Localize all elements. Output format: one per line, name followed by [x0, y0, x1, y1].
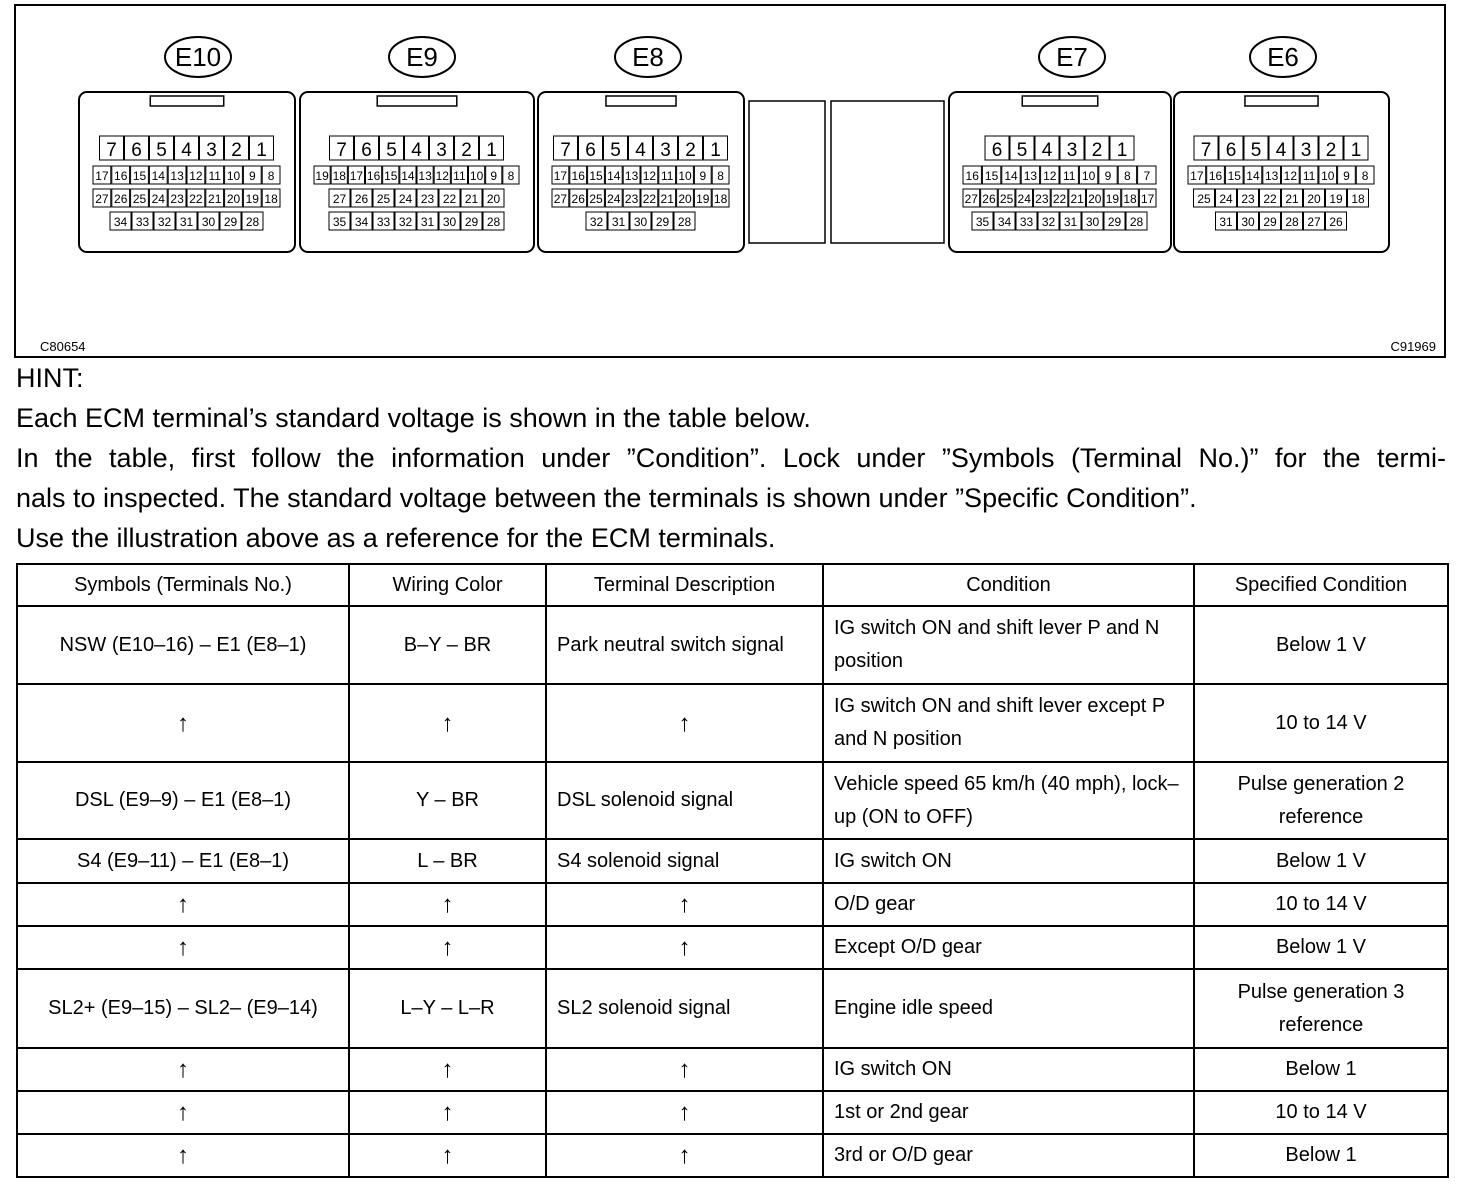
terminal-number: 1 [486, 140, 497, 161]
terminal-number: 8 [1361, 169, 1369, 183]
terminal-number: 2 [461, 140, 472, 161]
terminal-number: 16 [965, 169, 979, 183]
cell-specified: 10 to 14 V [1194, 1091, 1448, 1134]
terminal-number: 20 [678, 192, 692, 206]
terminal-number: 7 [1143, 169, 1151, 183]
terminal-number: 10 [469, 169, 484, 183]
cell-condition: Engine idle speed [823, 969, 1194, 1048]
cell-wiring: ↑ [349, 1134, 546, 1177]
cell-description: ↑ [546, 926, 823, 969]
terminal-number: 27 [553, 192, 568, 206]
terminal-number: 21 [660, 192, 674, 206]
cell-condition: 3rd or O/D gear [823, 1134, 1194, 1177]
terminal-number: 7 [106, 140, 117, 161]
terminal-number: 34 [113, 215, 128, 229]
terminal-number: 8 [267, 169, 275, 183]
table-row [17, 1134, 1448, 1177]
cell-condition: IG switch ON [823, 839, 1194, 883]
terminal-number: 29 [223, 215, 238, 229]
terminal-number: 28 [1129, 215, 1144, 229]
terminal-number: 6 [585, 140, 596, 161]
terminal-number: 21 [464, 192, 479, 206]
cell-wiring: ↑ [349, 926, 546, 969]
terminal-number: 13 [624, 169, 639, 183]
terminal-number: 32 [589, 215, 604, 229]
terminal-number: 17 [553, 169, 568, 183]
cell-condition: IG switch ON [823, 1048, 1194, 1091]
cell-condition: O/D gear [823, 883, 1194, 926]
table-row [17, 684, 1448, 762]
terminal-number: 19 [1329, 192, 1343, 206]
cell-description: ↑ [546, 684, 823, 762]
terminal-number: 3 [206, 140, 217, 161]
terminal-number: 25 [589, 192, 603, 206]
cell-description: ↑ [546, 1048, 823, 1091]
terminal-number: 8 [717, 169, 724, 183]
terminal-number: 29 [1263, 215, 1277, 229]
terminal-number: 16 [571, 169, 585, 183]
terminal-number: 6 [361, 140, 372, 161]
terminal-number: 20 [1088, 192, 1102, 206]
terminal-number: 23 [1241, 192, 1255, 206]
terminal-number: 4 [1041, 140, 1053, 161]
cell-symbols: ↑ [17, 883, 349, 926]
hint-line-1: Each ECM terminal’s standard voltage is shown in the table below. [16, 403, 811, 433]
cell-symbols: SL2+ (E9–15) – SL2– (E9–14) [17, 969, 349, 1048]
terminal-number: 26 [114, 192, 128, 206]
hint-line-2: In the table, first follow the information under ”Condition”. Lock under ”Symbols (Terminal No.)” for the termi- [16, 443, 1446, 473]
header-terminal-description: Terminal Description [546, 564, 823, 606]
terminal-number: 14 [1246, 169, 1260, 183]
terminal-number: 31 [1219, 215, 1233, 229]
terminal-number: 27 [964, 192, 978, 206]
terminal-number: 32 [398, 215, 413, 229]
terminal-number: 21 [1285, 192, 1299, 206]
blank-cavity [749, 101, 825, 243]
terminal-number: 27 [332, 192, 347, 206]
terminal-number: 25 [999, 192, 1014, 206]
blank-cavity [831, 101, 944, 243]
terminal-number: 15 [984, 169, 999, 183]
cell-symbols: ↑ [17, 1048, 349, 1091]
terminal-number: 12 [1043, 169, 1057, 183]
connector-label-e6: E6 [1267, 42, 1299, 72]
table-row [17, 969, 1448, 1048]
terminal-number: 32 [157, 215, 172, 229]
connector-latch [1245, 96, 1318, 106]
terminal-number: 33 [135, 215, 150, 229]
terminal-number: 28 [677, 215, 692, 229]
terminal-number: 15 [132, 169, 147, 183]
cell-condition: IG switch ON and shift lever P and N position [823, 606, 1194, 684]
terminal-number: 26 [1329, 215, 1343, 229]
connector-latch [606, 96, 676, 106]
terminal-number: 6 [131, 140, 142, 161]
connector-illustration [16, 6, 1448, 360]
terminal-number: 3 [1300, 140, 1312, 161]
terminal-number: 13 [418, 169, 432, 183]
table-row [17, 1091, 1448, 1134]
cell-symbols: ↑ [17, 684, 349, 762]
cell-specified: Below 1 V [1194, 606, 1448, 684]
terminal-number: 4 [635, 140, 646, 161]
terminal-number: 9 [490, 169, 498, 183]
terminal-number: 6 [1225, 140, 1237, 161]
terminal-number: 21 [1070, 192, 1084, 206]
terminal-number: 27 [95, 192, 109, 206]
connector-label-e9: E9 [406, 42, 438, 72]
terminal-number: 4 [411, 140, 422, 161]
terminal-number: 3 [660, 140, 671, 161]
terminal-number: 23 [170, 192, 184, 206]
cell-wiring: ↑ [349, 883, 546, 926]
cell-description: ↑ [546, 883, 823, 926]
terminal-number: 17 [1141, 192, 1155, 206]
cell-description: S4 solenoid signal [546, 839, 823, 883]
terminal-number: 11 [453, 169, 466, 183]
terminal-number: 28 [245, 215, 260, 229]
terminal-number: 24 [151, 192, 165, 206]
terminal-number: 31 [179, 215, 194, 229]
terminal-number: 13 [170, 169, 184, 183]
table-row [17, 883, 1448, 926]
cell-condition: 1st or 2nd gear [823, 1091, 1194, 1134]
terminal-number: 11 [1062, 169, 1076, 183]
terminal-number: 12 [189, 169, 203, 183]
header-wiring-color: Wiring Color [349, 564, 546, 606]
terminal-number: 19 [696, 192, 710, 206]
cell-specified: 10 to 14 V [1194, 883, 1448, 926]
terminal-number: 23 [420, 192, 435, 206]
terminal-number: 27 [1307, 215, 1321, 229]
terminal-number: 25 [1197, 192, 1211, 206]
cell-specified: Below 1 [1194, 1134, 1448, 1177]
terminal-number: 9 [699, 169, 707, 183]
terminal-number: 24 [1219, 192, 1233, 206]
terminal-number: 9 [1343, 169, 1350, 183]
terminal-number: 3 [436, 140, 447, 161]
table-row [17, 762, 1448, 839]
terminal-number: 33 [1019, 215, 1034, 229]
terminal-number: 30 [1085, 215, 1100, 229]
cell-specified: 10 to 14 V [1194, 684, 1448, 762]
terminal-number: 14 [401, 169, 415, 183]
terminal-number: 18 [1123, 192, 1137, 206]
terminal-number: 35 [332, 215, 347, 229]
header-condition: Condition [823, 564, 1194, 606]
cell-description: ↑ [546, 1134, 823, 1177]
terminal-number: 28 [1285, 215, 1299, 229]
terminal-number: 17 [349, 169, 364, 183]
terminal-number: 8 [507, 169, 515, 183]
terminal-number: 34 [997, 215, 1012, 229]
terminal-number: 34 [354, 215, 369, 229]
terminal-number: 23 [624, 192, 639, 206]
terminal-number: 24 [607, 192, 621, 206]
terminal-number: 9 [1104, 169, 1112, 183]
cell-description: ↑ [546, 1091, 823, 1134]
terminal-number: 2 [1091, 140, 1103, 161]
terminal-number: 11 [1302, 169, 1316, 183]
cell-description: SL2 solenoid signal [546, 969, 823, 1048]
terminal-number: 20 [1307, 192, 1321, 206]
header-symbols: Symbols (Terminals No.) [17, 564, 349, 606]
terminal-number: 23 [1035, 192, 1049, 206]
cell-specified: Pulse generation 2 reference [1194, 762, 1448, 839]
terminal-number: 17 [95, 169, 109, 183]
table-row [17, 1048, 1448, 1091]
terminal-number: 25 [132, 192, 147, 206]
terminal-number: 11 [208, 169, 221, 183]
terminal-number: 7 [336, 140, 347, 161]
terminal-number: 30 [1241, 215, 1255, 229]
terminal-number: 19 [315, 169, 329, 183]
cell-condition: Except O/D gear [823, 926, 1194, 969]
terminal-number: 18 [332, 169, 346, 183]
terminal-number: 2 [231, 140, 242, 161]
terminal-number: 32 [1041, 215, 1056, 229]
terminal-number: 17 [1190, 169, 1204, 183]
terminal-number: 21 [208, 192, 222, 206]
terminal-number: 1 [710, 140, 721, 161]
terminal-number: 16 [114, 169, 128, 183]
terminal-number: 9 [248, 169, 256, 183]
cell-specified: Below 1 [1194, 1048, 1448, 1091]
terminal-number: 12 [642, 169, 657, 183]
terminal-number: 1 [1350, 140, 1362, 161]
terminal-number: 31 [611, 215, 626, 229]
terminal-number: 24 [398, 192, 413, 206]
terminal-number: 22 [1263, 192, 1277, 206]
terminal-number: 5 [386, 140, 397, 161]
terminal-number: 29 [655, 215, 670, 229]
terminal-number: 35 [975, 215, 990, 229]
connector-latch [150, 96, 223, 106]
terminal-number: 10 [678, 169, 692, 183]
terminal-number: 14 [1004, 169, 1018, 183]
cell-wiring: L–Y – L–R [349, 969, 546, 1048]
table-row [17, 606, 1448, 684]
connector-label-e10: E10 [174, 42, 222, 72]
cell-wiring: Y – BR [349, 762, 546, 839]
terminal-number: 10 [1081, 169, 1096, 183]
terminal-number: 1 [1116, 140, 1128, 161]
cell-wiring: L – BR [349, 839, 546, 883]
cell-condition: IG switch ON and shift lever except P and N position [823, 684, 1194, 762]
terminal-number: 28 [486, 215, 501, 229]
terminal-number: 26 [571, 192, 585, 206]
terminal-number: 25 [376, 192, 391, 206]
terminal-number: 15 [384, 169, 398, 183]
terminal-number: 18 [1351, 192, 1365, 206]
table-header-row [17, 564, 1448, 606]
terminal-number: 13 [1264, 169, 1279, 183]
terminal-number: 15 [589, 169, 603, 183]
cell-wiring: B–Y – BR [349, 606, 546, 684]
terminal-number: 29 [1107, 215, 1122, 229]
cell-wiring: ↑ [349, 1048, 546, 1091]
terminal-number: 5 [610, 140, 621, 161]
terminal-number: 12 [435, 169, 449, 183]
terminal-number: 15 [1227, 169, 1241, 183]
terminal-number: 24 [1017, 192, 1031, 206]
terminal-number: 29 [464, 215, 479, 229]
terminal-number: 7 [1200, 140, 1212, 161]
terminal-number: 5 [1250, 140, 1262, 161]
terminal-number: 14 [151, 169, 165, 183]
cell-condition: Vehicle speed 65 km/h (40 mph), lock–up (ON to OFF) [823, 762, 1194, 839]
table-row [17, 839, 1448, 883]
terminal-number: 31 [420, 215, 435, 229]
terminal-number: 33 [376, 215, 391, 229]
cell-specified: Below 1 V [1194, 926, 1448, 969]
terminal-number: 19 [1105, 192, 1120, 206]
terminal-number: 20 [226, 192, 241, 206]
cell-symbols: DSL (E9–9) – E1 (E8–1) [17, 762, 349, 839]
connector-label-e8: E8 [632, 42, 664, 72]
figure-code-right: C91969 [1390, 339, 1436, 354]
terminal-number: 30 [442, 215, 457, 229]
terminal-number: 22 [189, 192, 203, 206]
terminal-number: 3 [1066, 140, 1078, 161]
cell-specified: Below 1 V [1194, 839, 1448, 883]
terminal-number: 6 [991, 140, 1003, 161]
terminal-number: 18 [713, 192, 728, 206]
terminal-number: 30 [201, 215, 216, 229]
terminal-number: 30 [633, 215, 648, 229]
terminal-number: 11 [660, 169, 674, 183]
terminal-number: 5 [1016, 140, 1028, 161]
terminal-number: 2 [1325, 140, 1337, 161]
cell-symbols: ↑ [17, 1091, 349, 1134]
ecm-connector-diagram [14, 4, 1446, 358]
cell-wiring: ↑ [349, 1091, 546, 1134]
terminal-number: 22 [442, 192, 457, 206]
hint-line-3: nals to inspected. The standard voltage between the terminals is shown under ”Specific Condition”. [16, 483, 1197, 513]
terminal-number: 13 [1023, 169, 1038, 183]
header-specified-condition: Specified Condition [1194, 564, 1448, 606]
terminal-number: 4 [181, 140, 192, 161]
cell-description: DSL solenoid signal [546, 762, 823, 839]
terminal-number: 31 [1063, 215, 1078, 229]
terminal-number: 10 [1321, 169, 1335, 183]
terminal-number: 5 [156, 140, 167, 161]
connector-label-e7: E7 [1056, 42, 1088, 72]
terminal-number: 16 [1208, 169, 1223, 183]
cell-description: Park neutral switch signal [546, 606, 823, 684]
terminal-number: 18 [264, 192, 278, 206]
connector-latch [1022, 96, 1097, 106]
cell-symbols: ↑ [17, 926, 349, 969]
terminal-number: 22 [642, 192, 657, 206]
hint-title: HINT: [16, 363, 84, 393]
terminal-number: 22 [1052, 192, 1067, 206]
terminal-number: 14 [607, 169, 621, 183]
connector-latch [377, 96, 457, 106]
cell-symbols: NSW (E10–16) – E1 (E8–1) [17, 606, 349, 684]
terminal-number: 1 [256, 140, 267, 161]
terminal-number: 12 [1283, 169, 1298, 183]
cell-symbols: S4 (E9–11) – E1 (E8–1) [17, 839, 349, 883]
table-row [17, 926, 1448, 969]
terminal-voltage-table [16, 563, 1449, 1178]
terminal-number: 26 [354, 192, 369, 206]
terminal-number: 26 [982, 192, 996, 206]
terminal-number: 16 [366, 169, 381, 183]
terminal-number: 8 [1124, 169, 1131, 183]
figure-code-left: C80654 [40, 339, 86, 354]
terminal-number: 4 [1275, 140, 1287, 161]
hint-line-4: Use the illustration above as a reference for the ECM terminals. [16, 523, 776, 553]
terminal-number: 20 [486, 192, 501, 206]
cell-symbols: ↑ [17, 1134, 349, 1177]
cell-specified: Pulse generation 3 reference [1194, 969, 1448, 1048]
terminal-number: 19 [245, 192, 259, 206]
terminal-number: 2 [685, 140, 696, 161]
terminal-number: 7 [560, 140, 571, 161]
cell-wiring: ↑ [349, 684, 546, 762]
terminal-number: 10 [226, 169, 241, 183]
